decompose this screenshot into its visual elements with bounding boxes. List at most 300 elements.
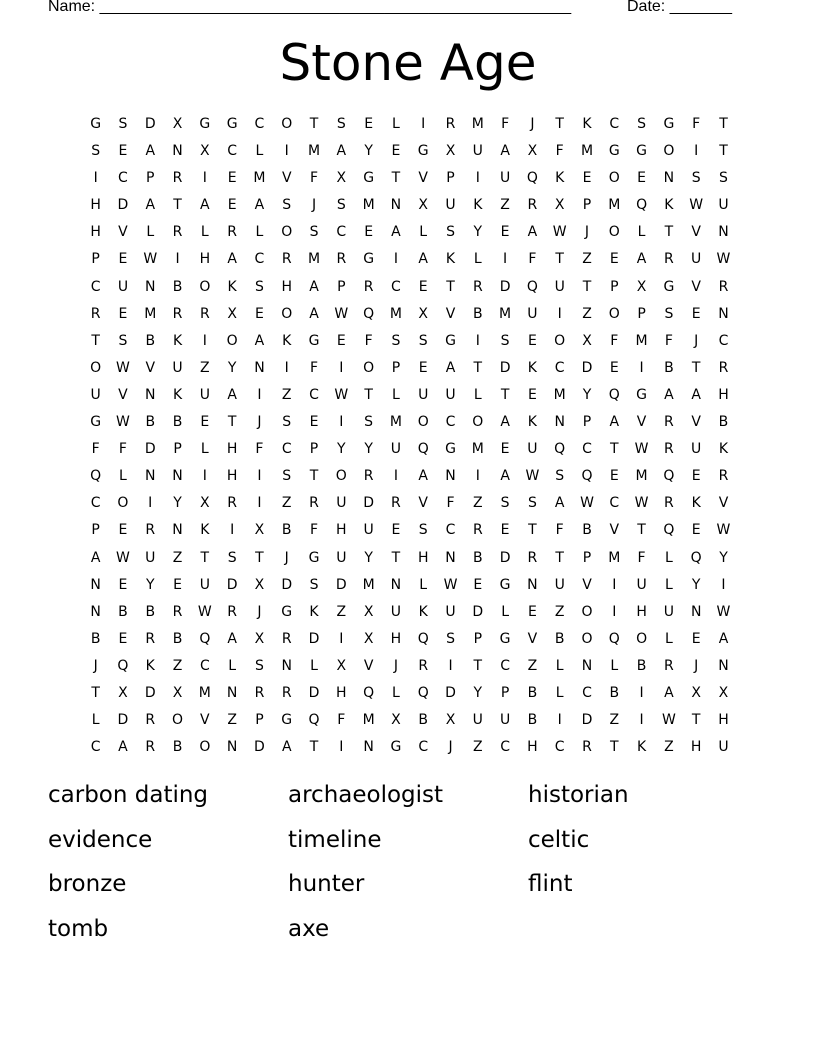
grid-letter: B xyxy=(172,630,183,647)
grid-letter: A xyxy=(418,468,428,485)
grid-letter: E xyxy=(500,441,510,458)
grid-letter: R xyxy=(363,278,374,295)
grid-letter: A xyxy=(554,495,565,512)
grid-letter: V xyxy=(118,224,128,241)
grid-letter: M xyxy=(608,197,621,214)
grid-letter: H xyxy=(90,197,101,214)
grid-letter: X xyxy=(582,332,592,349)
grid-letter: B xyxy=(473,549,483,566)
grid-letter: O xyxy=(172,712,184,729)
grid-letter: B xyxy=(145,414,156,431)
grid-letter: E xyxy=(118,630,128,647)
grid-letter: N xyxy=(390,576,402,593)
grid-letter: Z xyxy=(336,603,347,620)
grid-letter: W xyxy=(525,468,540,485)
grid-letter: S xyxy=(527,495,537,512)
grid-letter: E xyxy=(118,522,128,539)
grid-letter: A xyxy=(500,468,510,485)
grid-letter: X xyxy=(200,143,210,160)
grid-letter: I xyxy=(257,386,262,403)
grid-letter: A xyxy=(500,143,510,160)
grid-letter: Z xyxy=(473,495,483,512)
grid-letter: W xyxy=(116,359,130,376)
grid-letter: B xyxy=(609,684,620,701)
grid-letter: K xyxy=(527,359,537,376)
grid-letter: X xyxy=(118,684,128,701)
grid-letter: P xyxy=(582,549,592,566)
grid-letter: N xyxy=(718,224,729,241)
grid-letter: Q xyxy=(117,657,129,674)
grid-letter: N xyxy=(90,603,101,620)
grid-letter: X xyxy=(418,197,428,214)
grid-letter: U xyxy=(554,576,565,593)
grid-letter: D xyxy=(581,712,593,729)
grid-letter: K xyxy=(445,251,456,268)
grid-letter: R xyxy=(281,251,292,268)
grid-letter: L xyxy=(255,224,264,241)
grid-letter: A xyxy=(309,278,319,295)
grid-letter: M xyxy=(253,170,266,187)
grid-letter: R xyxy=(145,712,156,729)
grid-letter: U xyxy=(445,603,456,620)
grid-letter: R xyxy=(718,359,729,376)
grid-letter: Q xyxy=(417,630,429,647)
grid-letter: E xyxy=(637,170,647,187)
grid-letter: P xyxy=(91,522,100,539)
grid-letter: M xyxy=(362,576,375,593)
grid-letter: Q xyxy=(417,441,429,458)
grid-letter: B xyxy=(582,522,592,539)
grid-letter: N xyxy=(90,576,101,593)
grid-letter: T xyxy=(255,549,264,566)
grid-letter: Z xyxy=(281,386,292,403)
grid-letter: G xyxy=(445,441,456,458)
grid-letter: F xyxy=(501,116,510,132)
grid-letter: F xyxy=(255,441,264,458)
grid-letter: K xyxy=(664,197,674,214)
grid-letter: N xyxy=(527,576,538,593)
grid-letter: R xyxy=(227,224,237,241)
grid-letter: U xyxy=(336,549,347,566)
grid-letter: X xyxy=(418,305,428,322)
grid-letter: R xyxy=(227,495,237,512)
word-bank-item: evidence xyxy=(48,826,153,853)
grid-letter: E xyxy=(391,143,401,160)
grid-letter: M xyxy=(499,305,512,322)
grid-letter: H xyxy=(90,224,101,241)
grid-letter: F xyxy=(364,332,373,349)
grid-letter: R xyxy=(172,224,183,241)
grid-letter: G xyxy=(308,332,320,349)
grid-letter: D xyxy=(144,441,156,458)
grid-letter: T xyxy=(719,143,728,160)
grid-letter: S xyxy=(282,197,292,214)
grid-letter: W xyxy=(716,522,731,539)
grid-letter: Q xyxy=(581,468,593,485)
grid-letter: I xyxy=(721,576,726,593)
grid-letter: F xyxy=(337,712,346,729)
grid-letter: V xyxy=(691,224,701,241)
grid-letter: D xyxy=(144,116,156,132)
grid-letter: A xyxy=(227,251,237,268)
grid-letter: T xyxy=(473,359,483,376)
grid-letter: Q xyxy=(608,630,620,647)
grid-letter: T xyxy=(555,251,564,268)
grid-letter: E xyxy=(118,576,128,593)
grid-letter: R xyxy=(281,630,292,647)
grid-letter: D xyxy=(472,603,484,620)
grid-letter: U xyxy=(199,386,210,403)
grid-letter: G xyxy=(226,116,238,132)
grid-letter: L xyxy=(392,116,400,132)
grid-letter: C xyxy=(90,495,101,512)
grid-letter: R xyxy=(336,251,347,268)
grid-letter: P xyxy=(391,359,401,376)
grid-letter: N xyxy=(718,657,729,674)
grid-letter: D xyxy=(254,739,265,756)
grid-letter: L xyxy=(392,386,400,403)
grid-letter: J xyxy=(311,197,317,214)
grid-letter: X xyxy=(718,684,729,701)
grid-letter: T xyxy=(309,116,319,132)
grid-letter: K xyxy=(282,332,292,349)
grid-letter: V xyxy=(636,414,647,431)
grid-letter: K xyxy=(555,170,565,187)
grid-letter: C xyxy=(281,441,292,458)
grid-letter: K xyxy=(418,603,428,620)
grid-letter: M xyxy=(389,414,402,431)
grid-letter: U xyxy=(527,441,538,458)
grid-letter: E xyxy=(418,278,428,295)
grid-letter: J xyxy=(257,603,262,620)
grid-letter: U xyxy=(390,603,402,620)
grid-letter: A xyxy=(718,630,729,647)
grid-letter: S xyxy=(309,576,319,593)
grid-letter: J xyxy=(530,116,535,132)
grid-letter: C xyxy=(445,522,456,539)
grid-letter: E xyxy=(364,116,374,132)
grid-letter: A xyxy=(227,630,237,647)
grid-letter: Y xyxy=(473,684,483,701)
grid-letter: M xyxy=(362,197,375,214)
grid-letter: E xyxy=(336,332,346,349)
grid-letter: E xyxy=(609,468,619,485)
grid-letter: U xyxy=(172,359,183,376)
grid-letter: V xyxy=(527,630,538,647)
grid-letter: A xyxy=(691,386,701,403)
grid-letter: N xyxy=(145,386,156,403)
grid-letter: X xyxy=(554,197,565,214)
grid-letter: O xyxy=(608,170,620,187)
name-field-line: Name: _____________________________________________________ xyxy=(48,0,572,15)
grid-letter: A xyxy=(145,143,156,160)
grid-letter: G xyxy=(636,386,648,403)
grid-letter: I xyxy=(694,143,699,160)
grid-letter: U xyxy=(718,197,729,214)
grid-letter: Q xyxy=(554,441,566,458)
grid-letter: T xyxy=(555,116,564,132)
grid-letter: V xyxy=(582,576,592,593)
grid-letter: H xyxy=(199,251,211,268)
grid-letter: M xyxy=(362,712,375,729)
grid-letter: E xyxy=(527,386,537,403)
grid-letter: Q xyxy=(308,712,320,729)
grid-letter: V xyxy=(691,414,701,431)
grid-letter: I xyxy=(284,359,289,376)
grid-letter: E xyxy=(500,522,510,539)
grid-letter: F xyxy=(309,522,319,539)
grid-letter: V xyxy=(418,170,428,187)
grid-letter: V xyxy=(145,359,156,376)
grid-letter: C xyxy=(118,170,128,187)
grid-letter: I xyxy=(339,739,344,756)
grid-letter: S xyxy=(254,278,264,295)
grid-letter: G xyxy=(90,414,102,431)
grid-letter: X xyxy=(445,143,456,160)
grid-letter: W xyxy=(334,386,349,403)
grid-letter: U xyxy=(554,278,565,295)
grid-letter: N xyxy=(581,657,593,674)
grid-letter: J xyxy=(93,657,98,674)
grid-letter: S xyxy=(282,414,292,431)
grid-letter: W xyxy=(634,495,649,512)
grid-letter: K xyxy=(691,495,701,512)
grid-letter: B xyxy=(527,684,538,701)
grid-letter: R xyxy=(145,522,156,539)
grid-letter: S xyxy=(118,332,128,349)
grid-letter: I xyxy=(612,576,617,593)
grid-letter: T xyxy=(610,441,619,458)
grid-letter: S xyxy=(336,197,346,214)
grid-letter: T xyxy=(691,712,701,729)
grid-letter: O xyxy=(417,414,429,431)
grid-letter: D xyxy=(499,549,511,566)
grid-letter: O xyxy=(636,630,648,647)
grid-letter: Q xyxy=(690,549,702,566)
grid-letter: V xyxy=(445,305,456,322)
grid-letter: S xyxy=(446,630,455,647)
grid-letter: Q xyxy=(663,468,675,485)
grid-letter: Q xyxy=(417,684,429,701)
grid-letter: H xyxy=(390,630,402,647)
grid-letter: S xyxy=(664,305,674,322)
grid-letter: P xyxy=(337,278,346,295)
grid-letter: Q xyxy=(363,305,375,322)
grid-letter: A xyxy=(90,549,101,566)
grid-letter: C xyxy=(609,495,620,512)
grid-letter: H xyxy=(226,441,238,458)
grid-letter: Y xyxy=(582,386,592,403)
grid-letter: C xyxy=(418,739,429,756)
grid-letter: O xyxy=(663,143,675,160)
grid-letter: U xyxy=(445,386,456,403)
grid-letter: K xyxy=(172,332,183,349)
grid-letter: X xyxy=(227,305,237,322)
grid-letter: H xyxy=(690,739,702,756)
grid-letter: K xyxy=(200,522,210,539)
grid-letter: I xyxy=(639,684,644,701)
grid-letter: A xyxy=(500,414,510,431)
grid-letter: I xyxy=(175,251,180,268)
grid-letter: U xyxy=(663,603,674,620)
grid-letter: F xyxy=(555,522,564,539)
grid-letter: M xyxy=(471,441,484,458)
grid-letter: D xyxy=(335,576,347,593)
grid-letter: J xyxy=(694,332,699,349)
grid-letter: I xyxy=(475,332,480,349)
grid-letter: D xyxy=(281,576,293,593)
grid-letter: R xyxy=(472,522,483,539)
grid-letter: D xyxy=(308,684,320,701)
grid-letter: X xyxy=(691,684,701,701)
grid-letter: Y xyxy=(364,441,373,458)
grid-letter: M xyxy=(635,332,648,349)
grid-letter: L xyxy=(555,684,564,701)
grid-letter: T xyxy=(610,739,619,756)
grid-letter: B xyxy=(145,603,156,620)
grid-letter: K xyxy=(718,441,729,458)
grid-letter: X xyxy=(336,170,347,187)
grid-letter: W xyxy=(334,305,349,322)
grid-letter: P xyxy=(173,441,182,458)
grid-letter: T xyxy=(691,359,701,376)
grid-letter: A xyxy=(200,197,210,214)
grid-letter: F xyxy=(446,495,455,512)
grid-letter: I xyxy=(448,657,453,674)
grid-letter: G xyxy=(363,251,375,268)
grid-letter: I xyxy=(230,522,235,539)
grid-letter: L xyxy=(637,224,646,241)
grid-letter: E xyxy=(527,603,537,620)
grid-letter: O xyxy=(581,603,593,620)
grid-letter: E xyxy=(118,305,128,322)
grid-letter: G xyxy=(445,332,456,349)
grid-letter: O xyxy=(199,739,211,756)
grid-letter: G xyxy=(363,170,375,187)
grid-letter: X xyxy=(391,712,401,729)
grid-letter: T xyxy=(227,414,237,431)
grid-letter: N xyxy=(172,522,183,539)
grid-letter: D xyxy=(117,197,129,214)
grid-letter: G xyxy=(281,712,293,729)
grid-letter: C xyxy=(554,359,565,376)
grid-letter: S xyxy=(637,116,647,132)
grid-letter: O xyxy=(472,414,484,431)
grid-letter: Y xyxy=(691,576,701,593)
word-bank-item: historian xyxy=(528,782,629,808)
grid-letter: R xyxy=(664,414,674,431)
grid-letter: O xyxy=(335,468,347,485)
grid-letter: B xyxy=(664,359,674,376)
grid-letter: C xyxy=(500,739,510,756)
grid-letter: A xyxy=(254,197,265,214)
grid-letter: L xyxy=(146,224,155,241)
grid-letter: N xyxy=(663,170,675,187)
grid-letter: B xyxy=(172,739,183,756)
grid-letter: S xyxy=(282,468,292,485)
grid-letter: T xyxy=(582,278,592,295)
grid-letter: R xyxy=(199,305,210,322)
grid-letter: X xyxy=(254,576,265,593)
grid-letter: C xyxy=(582,684,592,701)
grid-letter: U xyxy=(691,441,702,458)
grid-letter: I xyxy=(639,712,644,729)
grid-letter: B xyxy=(527,712,538,729)
grid-letter: R xyxy=(718,278,729,295)
grid-letter: Y xyxy=(473,224,483,241)
grid-letter: A xyxy=(664,386,674,403)
grid-letter: B xyxy=(418,712,429,729)
grid-letter: X xyxy=(200,495,210,512)
grid-letter: B xyxy=(281,522,292,539)
word-bank-item: bronze xyxy=(48,871,127,897)
grid-letter: V xyxy=(609,522,620,539)
grid-letter: V xyxy=(691,278,701,295)
grid-letter: A xyxy=(664,684,674,701)
grid-letter: P xyxy=(582,197,592,214)
grid-letter: O xyxy=(581,630,593,647)
grid-letter: U xyxy=(390,441,402,458)
grid-letter: H xyxy=(226,468,238,485)
grid-letter: T xyxy=(200,549,210,566)
grid-letter: Z xyxy=(500,197,510,214)
grid-letter: R xyxy=(145,630,156,647)
grid-letter: N xyxy=(254,359,265,376)
grid-letter: I xyxy=(503,251,508,268)
grid-letter: C xyxy=(90,278,101,295)
grid-letter: H xyxy=(336,522,347,539)
grid-letter: X xyxy=(445,712,456,729)
grid-letter: N xyxy=(718,305,729,322)
grid-letter: O xyxy=(90,359,102,376)
grid-letter: O xyxy=(226,332,238,349)
grid-letter: Z xyxy=(172,549,183,566)
word-bank-item: flint xyxy=(528,871,573,897)
grid-letter: N xyxy=(281,657,292,674)
grid-letter: L xyxy=(119,468,127,485)
grid-letter: W xyxy=(116,414,130,431)
grid-letter: E xyxy=(309,414,319,431)
grid-letter: Z xyxy=(527,657,538,674)
grid-letter: W xyxy=(197,603,212,620)
grid-letter: L xyxy=(664,549,673,566)
grid-letter: C xyxy=(227,143,238,160)
grid-letter: O xyxy=(117,495,129,512)
grid-letter: E xyxy=(609,359,619,376)
grid-letter: G xyxy=(90,116,102,132)
grid-letter: D xyxy=(144,684,156,701)
grid-letter: R xyxy=(527,549,538,566)
grid-letter: M xyxy=(553,386,566,403)
grid-letter: U xyxy=(336,495,347,512)
grid-letter: R xyxy=(227,603,237,620)
grid-letter: W xyxy=(661,712,676,729)
grid-letter: C xyxy=(336,224,347,241)
grid-letter: Z xyxy=(554,603,565,620)
grid-letter: I xyxy=(612,603,617,620)
grid-letter: A xyxy=(445,359,456,376)
grid-letter: P xyxy=(582,414,592,431)
grid-letter: I xyxy=(557,712,562,729)
word-bank-item: timeline xyxy=(288,826,382,853)
grid-letter: U xyxy=(718,739,729,756)
grid-letter: S xyxy=(336,116,346,132)
grid-letter: T xyxy=(309,468,319,485)
grid-letter: X xyxy=(363,603,374,620)
grid-letter: T xyxy=(446,278,455,295)
grid-letter: H xyxy=(636,603,647,620)
grid-letter: F xyxy=(91,441,100,458)
